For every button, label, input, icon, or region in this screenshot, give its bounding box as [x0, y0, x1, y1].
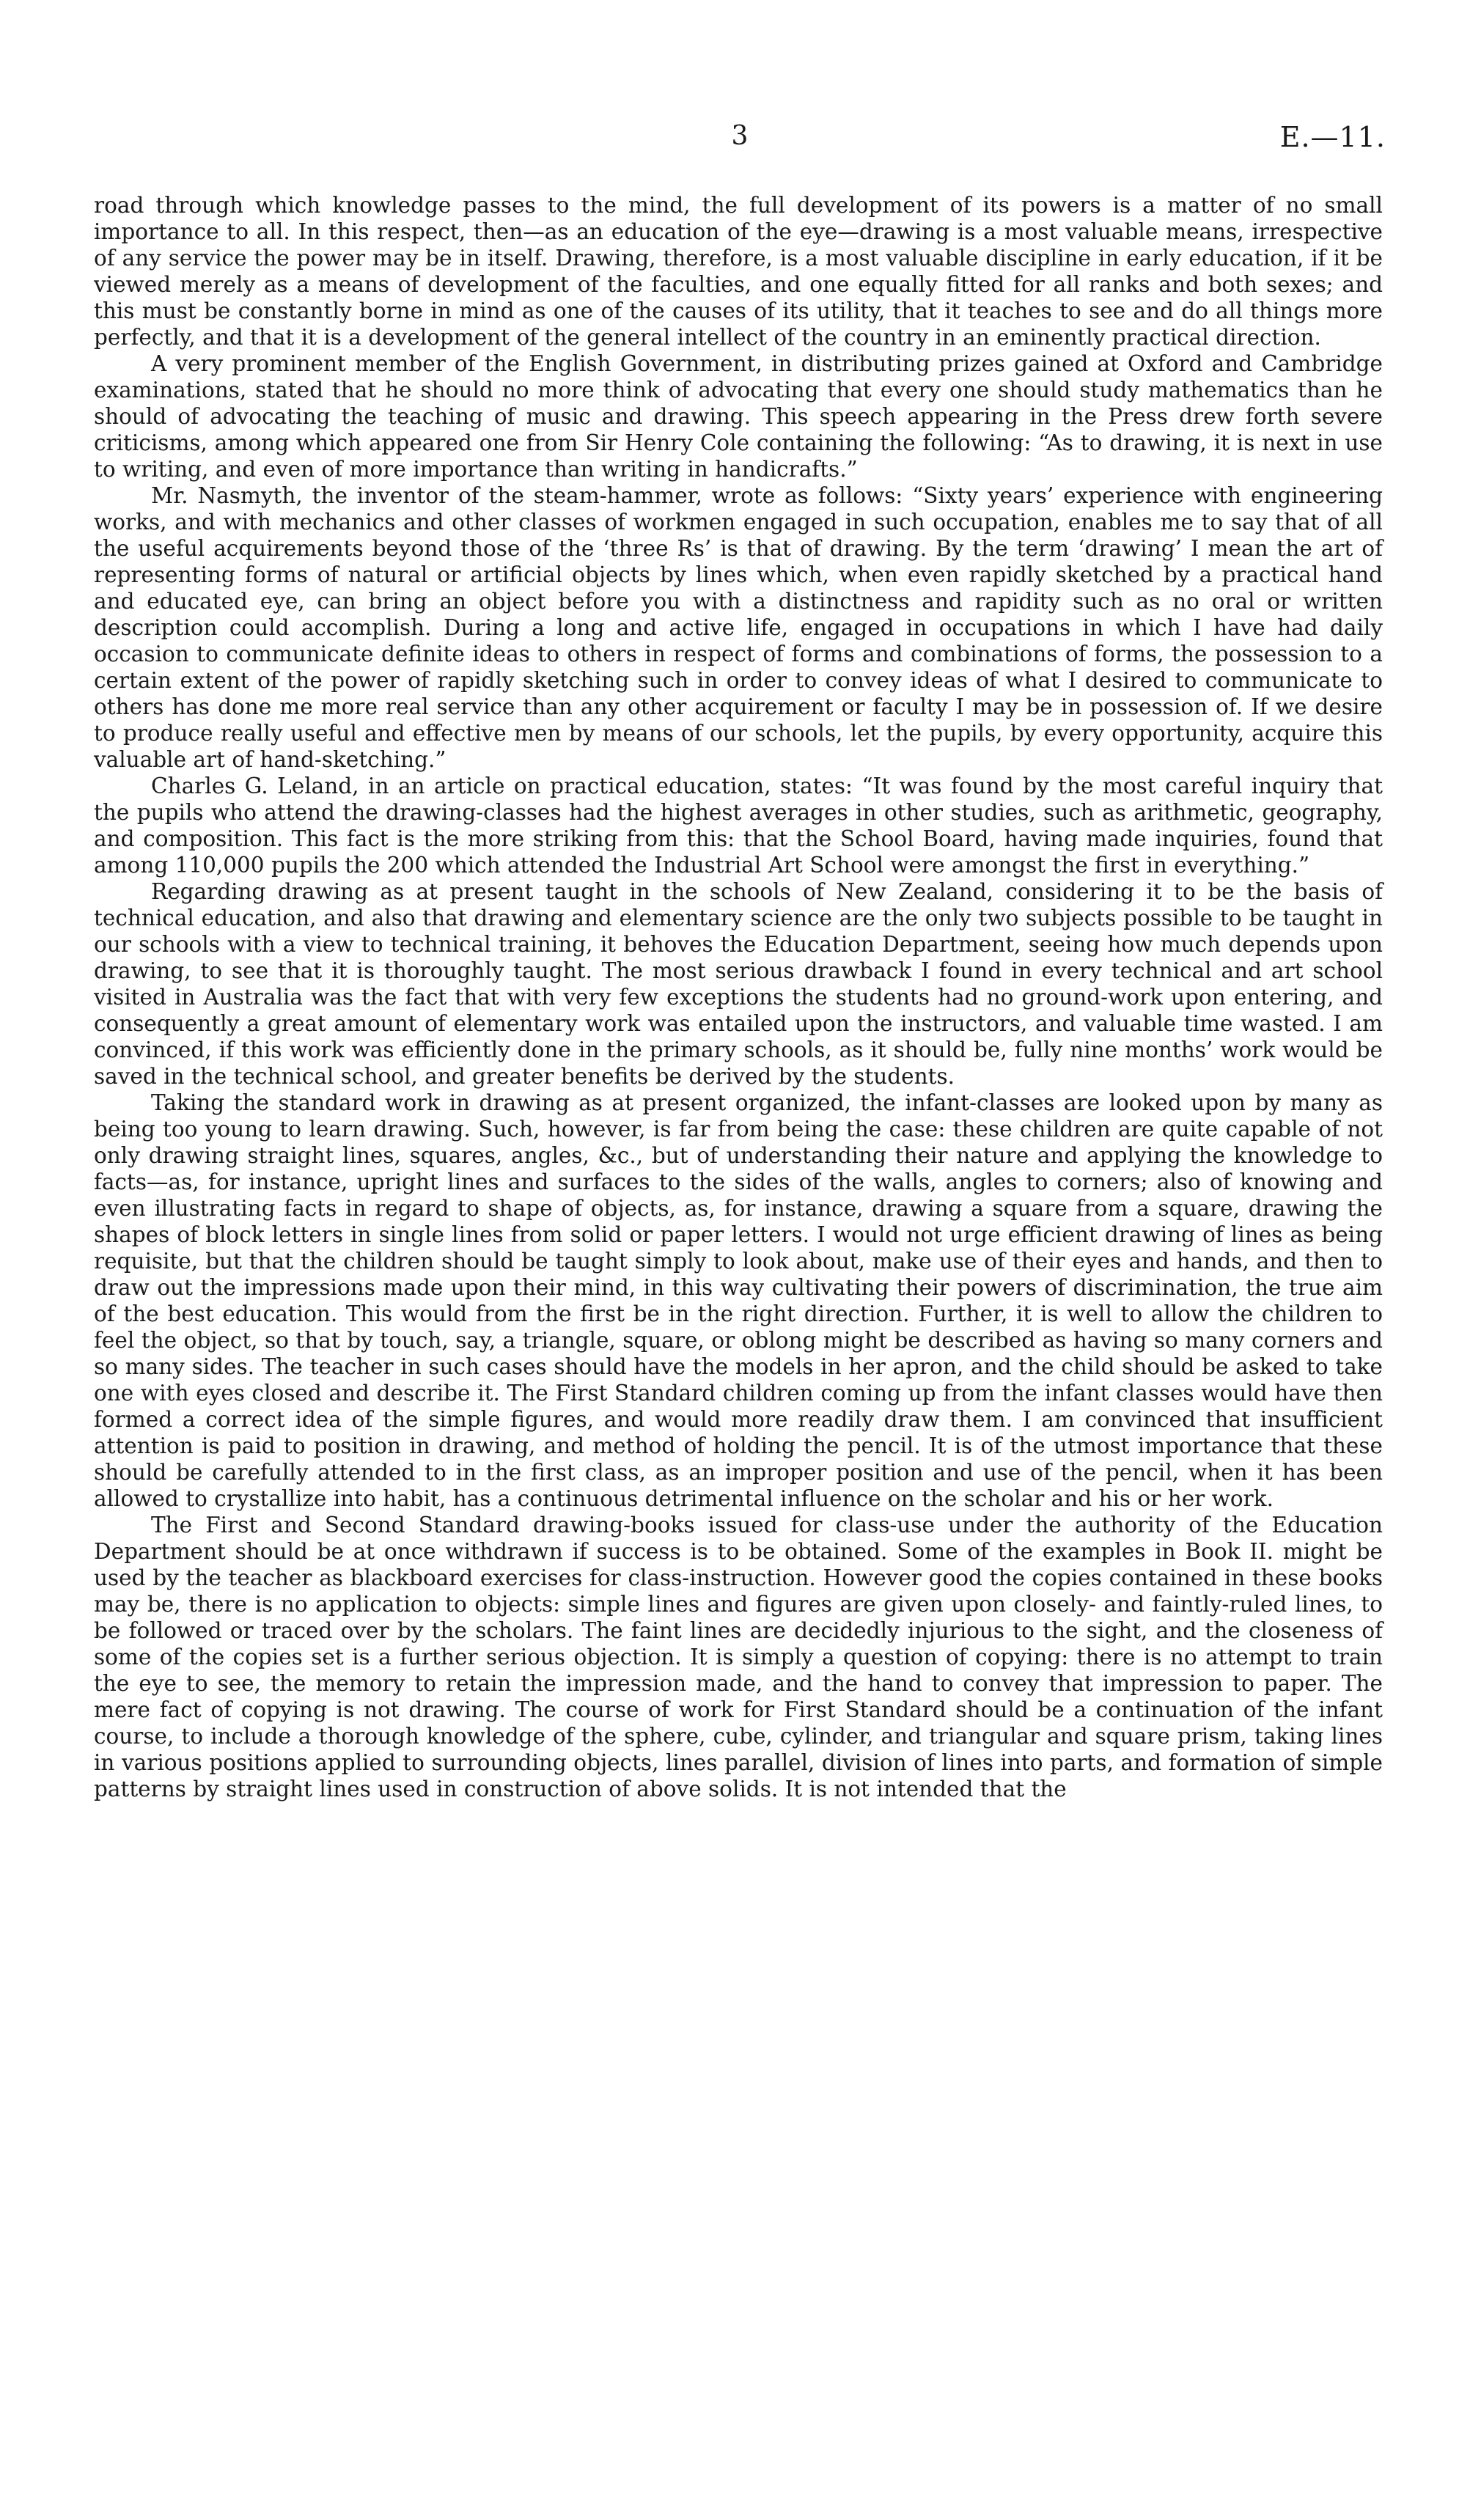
- paragraph-english-government: A very prominent member of the English Government, in distributing prizes gained at Oxford and Cambridge examinations, stated that he should no more think of advocating that every one should study mathematics than he should of advocating the teaching of music and drawing. This speech appearing in the Press drew forth severe criticisms, among which appeared one from Sir Henry Cole containing the following: “As to drawing, it is next in use to writing, and even of more importance than writing in handicrafts.”: [94, 351, 1383, 482]
- body-text: [94, 192, 1383, 1802]
- page-header: [94, 121, 1386, 165]
- paragraph-leland: Charles G. Leland, in an article on practical education, states: “It was found by the most careful inquiry that the pupils who attend the drawing-classes had the highest averages in other studies, such as arithmetic, geography, and composition. This fact is the more striking from this: that the School Board, having made inquiries, found that among 110,000 pupils the 200 which attended the Industrial Art School were amongst the first in everything.”: [94, 774, 1383, 878]
- paragraph-standard-work: Taking the standard work in drawing as at present organized, the infant-classes are looked upon by many as being too young to learn drawing. Such, however, is far from being the case: these children are quite capable of not only drawing straight lines, squares, angles, &c., but of understanding their nature and applying the knowledge to facts—as, for instance, upright lines and surfaces to the sides of the walls, angles to corners; also of knowing and even illustrating facts in regard to shape of objects, as, for instance, drawing a square from a square, drawing the shapes of block letters in single lines from solid or paper letters. I would not urge efficient drawing of lines as being requisite, but that the children should be taught simply to look about, make use of their eyes and hands, and then to draw out the impressions made upon their mind, in this way cultivating their powers of discrimination, the true aim of the best education. This would from the first be in the right direction. Further, it is well to allow the children to feel the object, so that by touch, say, a triangle, square, or oblong might be described as having so many corners and so many sides. The teacher in such cases should have the models in her apron, and the child should be asked to take one with eyes closed and describe it. The First Standard children coming up from the infant classes would have then formed a correct idea of the simple figures, and would more readily draw them. I am convinced that insufficient attention is paid to position in drawing, and method of holding the pencil. It is of the utmost importance that these should be carefully attended to in the first class, as an improper position and use of the pencil, when it has been allowed to crystallize into habit, has a continuous detrimental influence on the scholar and his or her work.: [94, 1090, 1383, 1511]
- paragraph-nasmyth: Mr. Nasmyth, the inventor of the steam-hammer, wrote as follows: “Sixty years’ experience with engineering works, and with mechanics and other classes of workmen engaged in such occupation, enables me to say that of all the useful acquirements beyond those of the ‘three Rs’ is that of drawing. By the term ‘drawing’ I mean the art of representing forms of natural or artificial objects by lines which, when even rapidly sketched by a practical hand and educated eye, can bring an object before you with a distinctness and rapidity such as no oral or written description could accomplish. During a long and active life, engaged in occupations in which I have had daily occasion to communicate definite ideas to others in respect of forms and combinations of forms, the possession to a certain extent of the power of rapidly sketching such in order to convey ideas of what I desired to communicate to others has done me more real service than any other acquirement or faculty I may be in possession of. If we desire to produce really useful and effective men by means of our schools, let the pupils, by every opportunity, acquire this valuable art of hand-sketching.”: [94, 483, 1383, 772]
- paragraph-continuation: road through which knowledge passes to the mind, the full development of its powers is a matter of no small importance to all. In this respect, then—as an education of the eye—drawing is a most valuable means, irrespective of any service the power may be in itself. Drawing, therefore, is a most valuable discipline in early education, if it be viewed merely as a means of development of the faculties, and one equally fitted for all ranks and both sexes; and this must be constantly borne in mind as one of the causes of its utility, that it teaches to see and do all things more perfectly, and that it is a development of the general intellect of the country in an eminently practical direction.: [94, 193, 1383, 350]
- document-code: E.—11.: [1279, 121, 1386, 153]
- page-number: 3: [731, 121, 749, 151]
- paragraph-drawing-books: The First and Second Standard drawing-books issued for class-use under the authority of the Education Department should be at once withdrawn if success is to be obtained. Some of the examples in Book II. might be used by the teacher as blackboard exercises for class-instruction. However good the copies contained in these books may be, there is no application to objects: simple lines and figures are given upon closely- and faintly-ruled lines, to be followed or traced over by the scholars. The faint lines are decidedly injurious to the sight, and the closeness of some of the copies set is a further serious objection. It is simply a question of copying: there is no attempt to train the eye to see, the memory to retain the impression made, and the hand to convey that impression to paper. The mere fact of copying is not drawing. The course of work for First Standard should be a continuation of the infant course, to include a thorough knowledge of the sphere, cube, cylinder, and triangular and square prism, taking lines in various positions applied to surrounding objects, lines parallel, division of lines into parts, and formation of simple patterns by straight lines used in construction of above solids. It is not intended that the: [94, 1513, 1383, 1801]
- paragraph-new-zealand: Regarding drawing as at present taught in the schools of New Zealand, considering it to be the basis of technical education, and also that drawing and elementary science are the only two subjects possible to be taught in our schools with a view to technical training, it behoves the Education Department, seeing how much depends upon drawing, to see that it is thoroughly taught. The most serious drawback I found in every technical and art school visited in Australia was the fact that with very few exceptions the students had no ground-work upon entering, and consequently a great amount of elementary work was entailed upon the instructors, and valuable time wasted. I am convinced, if this work was efficiently done in the primary schools, as it should be, fully nine months’ work would be saved in the technical school, and greater benefits be derived by the students.: [94, 879, 1383, 1089]
